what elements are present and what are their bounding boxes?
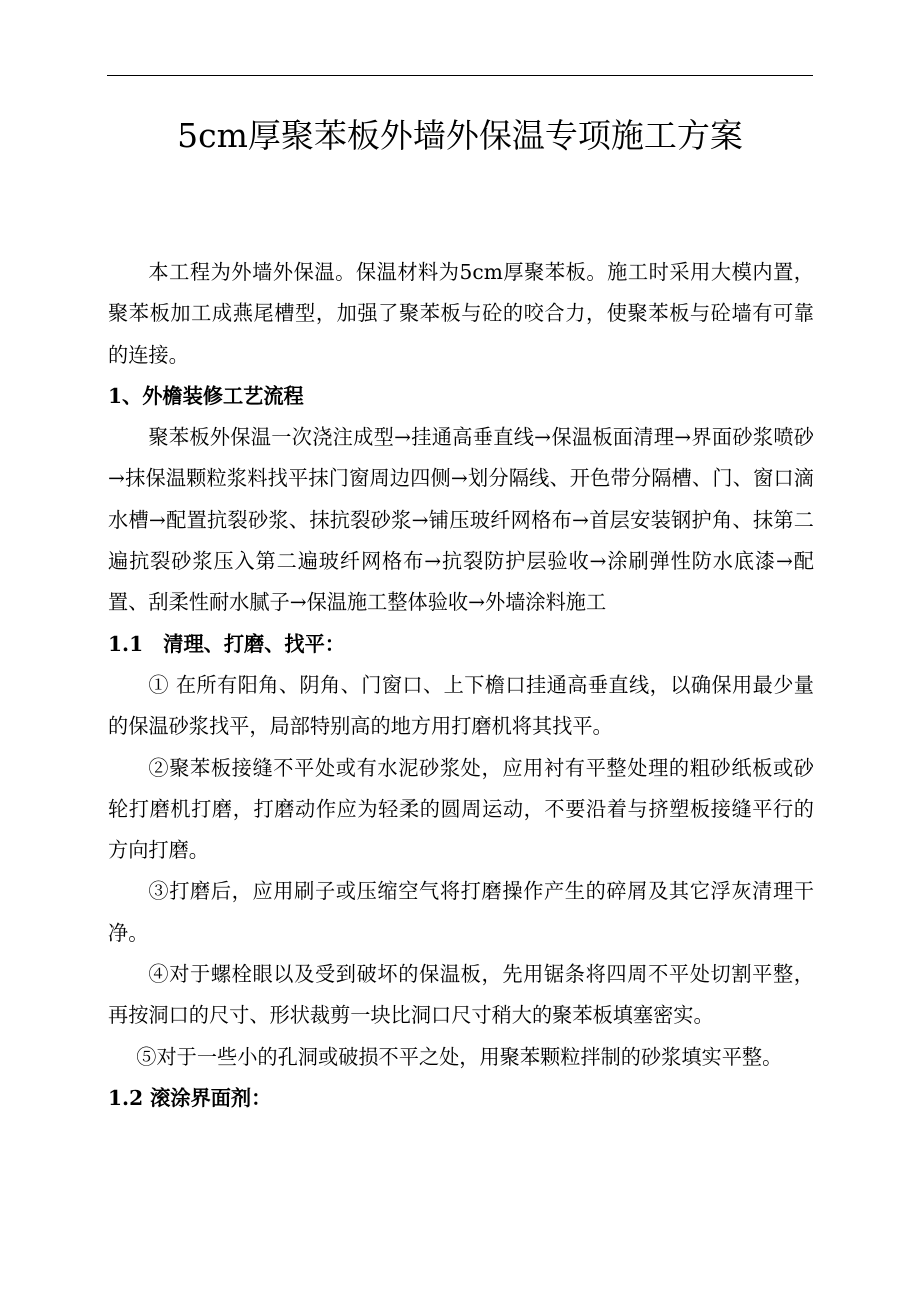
section-1-2-heading: 1.2 滚涂界面剂： <box>108 1085 272 1110</box>
section-1-1-item-2: ②聚苯板接缝不平处或有水泥砂浆处，应用衬有平整处理的粗砂纸板或砂轮打磨机打磨，打磨动作应为轻柔的圆周运动，不要沿着与挤塑板接缝平行的方向打磨。 <box>108 755 814 863</box>
section-1-1-item-3: ③打磨后，应用刷子或压缩空气将打磨操作产生的碎屑及其它浮灰清理干净。 <box>108 879 814 945</box>
section-1-1-item-5: ⑤对于一些小的孔洞或破损不平之处，用聚苯颗粒拌制的砂浆填实平整。 <box>136 1044 783 1069</box>
section-1-1-item-4: ④对于螺栓眼以及受到破坏的保温板，先用锯条将四周不平处切割平整，再按洞口的尺寸、形状裁剪一块比洞口尺寸稍大的聚苯板填塞密实。 <box>108 962 814 1028</box>
document-body <box>108 252 814 1119</box>
section-1-1-item-1: ① 在所有阳角、阴角、门窗口、上下檐口挂通高垂直线，以确保用最少量的保温砂浆找平，局部特别高的地方用打磨机将其找平。 <box>108 672 814 739</box>
header-rule <box>107 75 813 76</box>
intro-paragraph: 本工程为外墙外保温。保温材料为5cm厚聚苯板。施工时采用大模内置，聚苯板加工成燕尾槽型，加强了聚苯板与砼的咬合力，使聚苯板与砼墙有可靠的连接。 <box>108 260 814 367</box>
document-title: 5cm厚聚苯板外墙外保温专项施工方案 <box>177 116 743 155</box>
section-1-heading: 1、外檐装修工艺流程 <box>108 383 304 408</box>
section-1-1-heading: 1.1 清理、打磨、找平： <box>108 631 345 656</box>
section-1-process-flow: 聚苯板外保温一次浇注成型→挂通高垂直线→保温板面清理→界面砂浆喷砂→抹保温颗粒浆料找平抹门窗周边四侧→划分隔线、开色带分隔槽、门、窗口滴水槽→配置抗裂砂浆、抹抗裂砂浆→铺压玻纤网格布→首层安装钢护角、抹第二遍抗裂砂浆压入第二遍玻纤网格布→抗裂防护层验收→涂刷弹性防水底漆→配置、刮柔性耐水腻子→保温施工整体验收→外墙涂料施工 <box>108 425 814 615</box>
